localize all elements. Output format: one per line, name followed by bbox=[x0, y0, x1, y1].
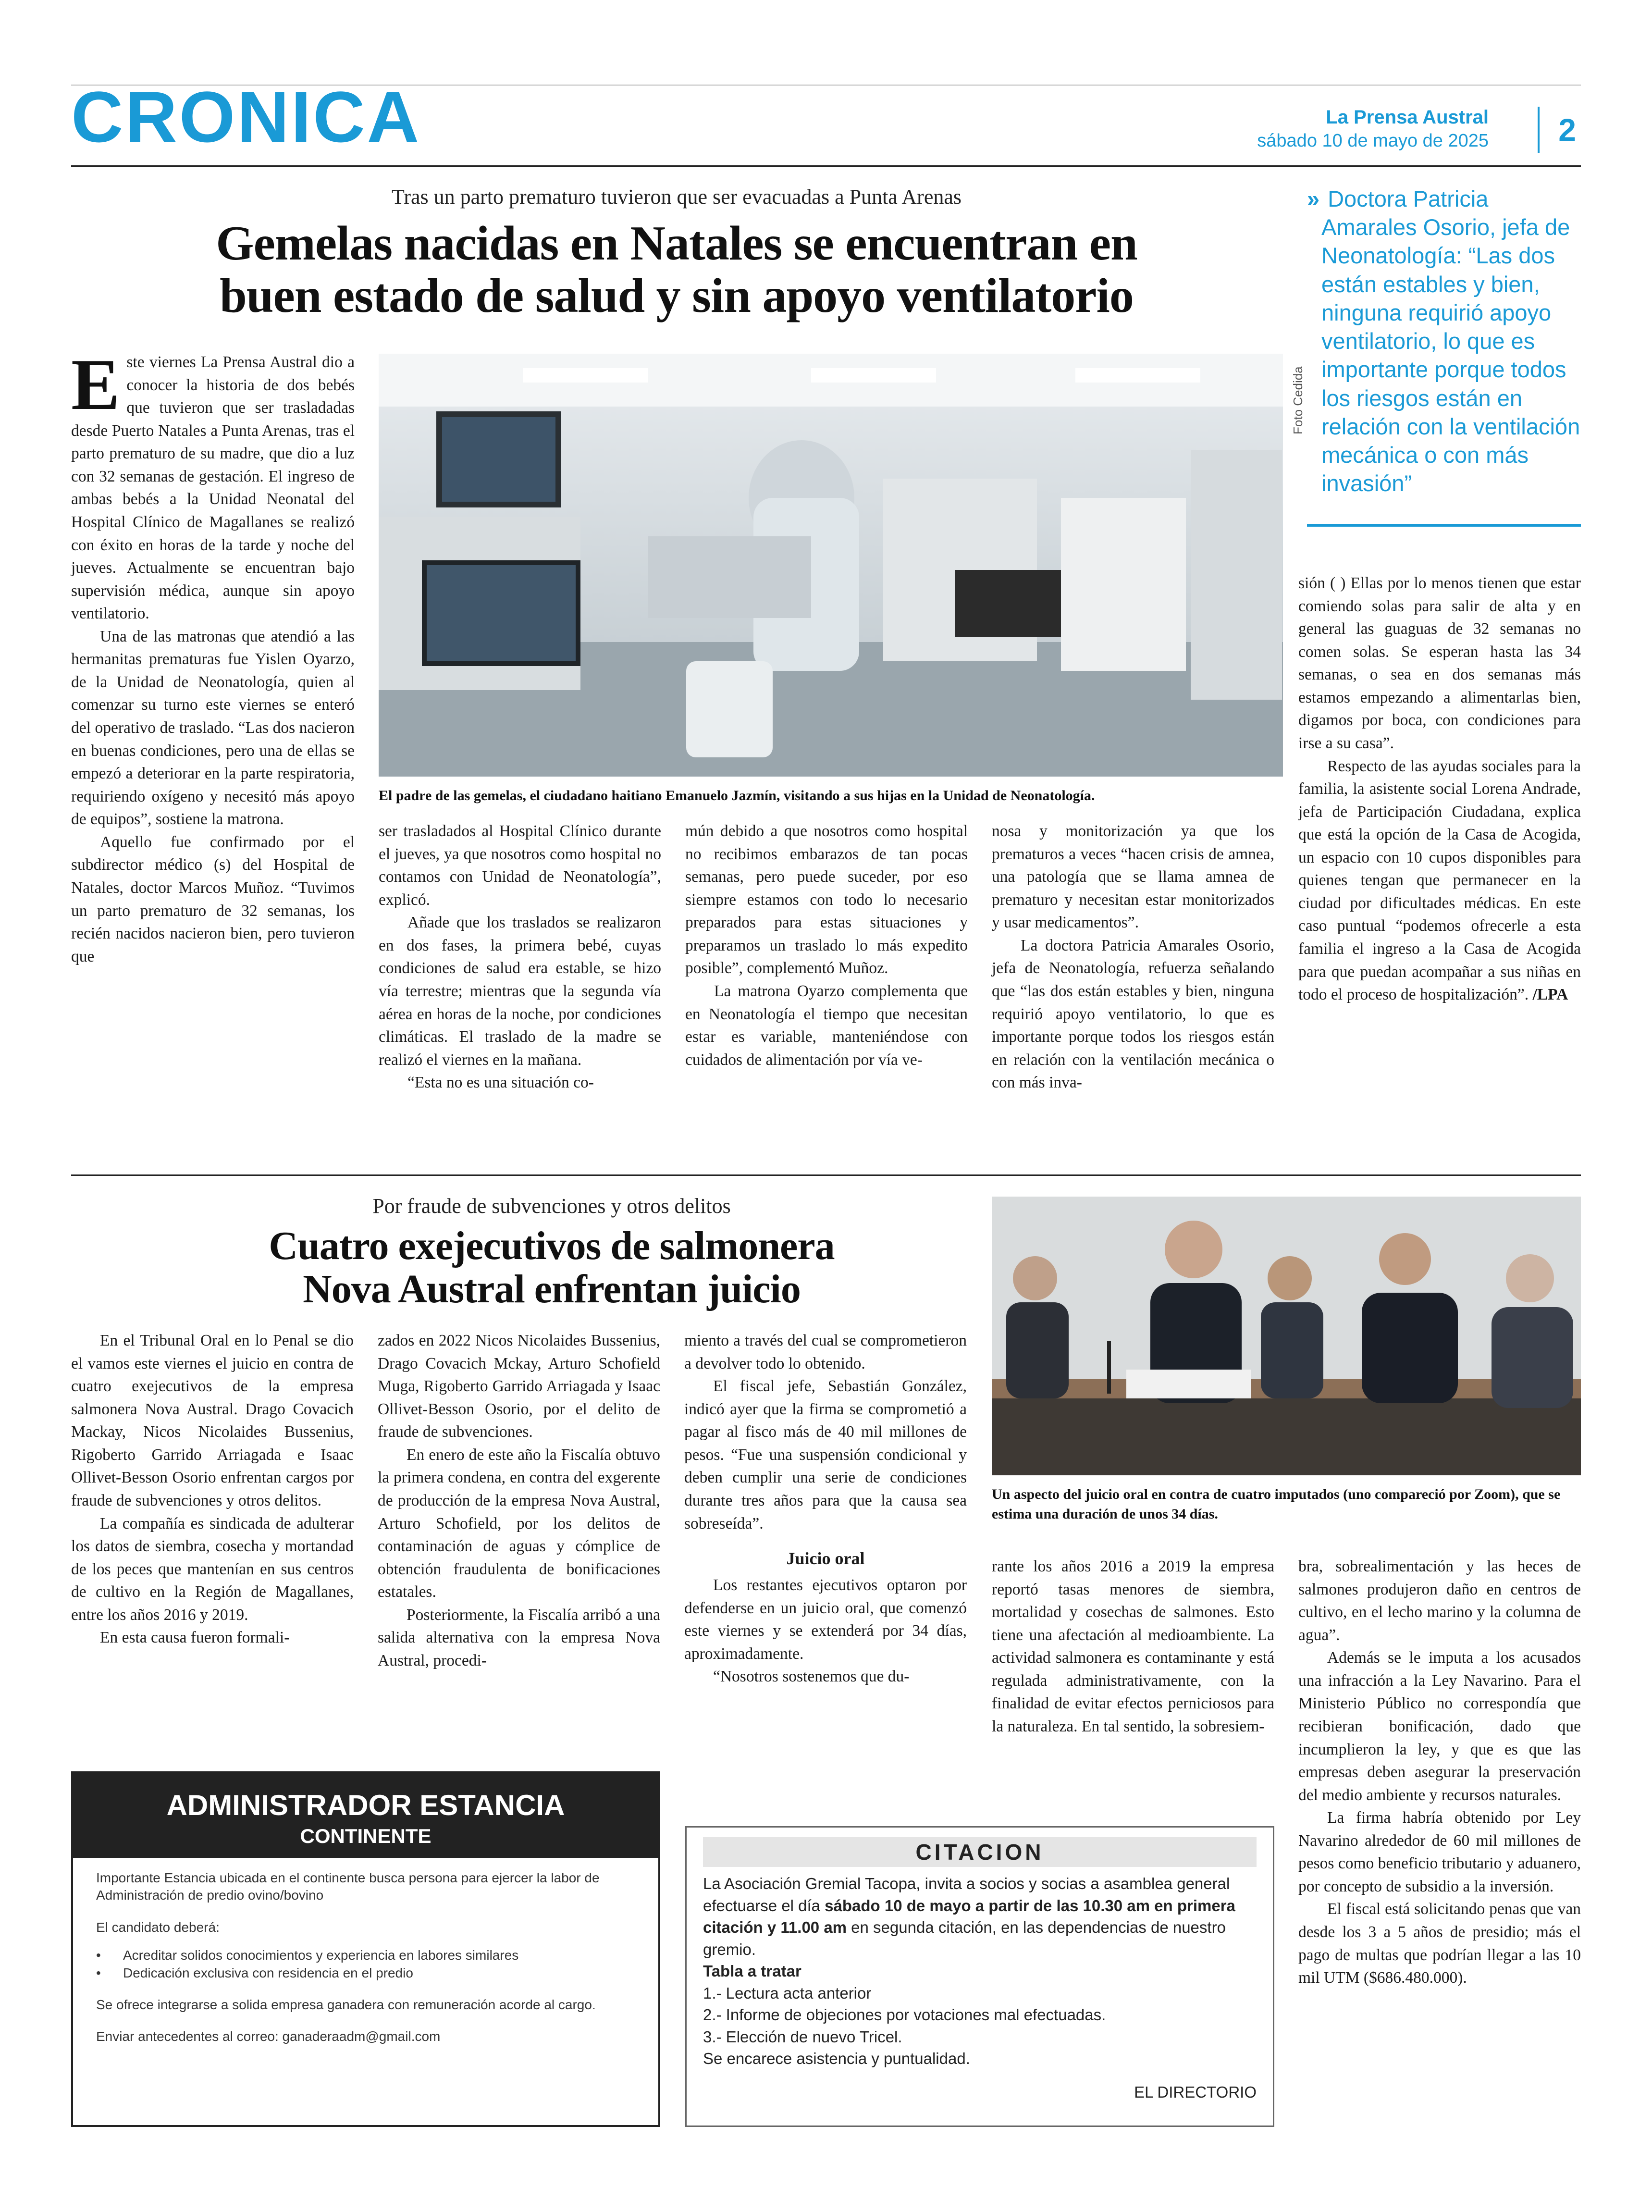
bullet-icon: • bbox=[96, 1948, 101, 1963]
article2-caption: Un aspecto del juicio oral en contra de cuatro imputados (uno compareció por Zoom), que se estima una duración de unos 34 días. bbox=[992, 1486, 1561, 1522]
header-rule bbox=[71, 165, 1581, 167]
citation-body bbox=[687, 1867, 1273, 2109]
article1-caption: El padre de las gemelas, el ciudadano haitiano Emanuelo Jazmín, visitando a sus hijas en la Unidad de Neonatología. bbox=[379, 788, 1095, 803]
double-chevron-icon: » bbox=[1307, 186, 1320, 211]
paper-name: La Prensa Austral bbox=[1326, 107, 1489, 128]
job-ad-contact[interactable]: Enviar antecedentes al correo: ganaderaadm@gmail.com bbox=[96, 2029, 441, 2044]
neonatal-unit-illustration bbox=[379, 354, 1283, 777]
article2-col5: bra, sobrealimentación y las heces de salmones produjeron daño en centros de cultivo, en el lecho marino y la columna de agua”. Además se le imputa a los acusados una infracción a la Ley Navarino. Para el Ministerio Público no correspondía que recibieran bonificación, dado que incumplieron la ley, y que es que las empresas deben asegurar la preservación del medio ambiente y recursos naturales. La firma habría obtenido por Ley Navarino alrededor de 60 mil millones de pesos como beneficio tributario y aduanero, por concepto de subsidio a la inversión. El fiscal está solicitando penas que van desde los 3 a 5 años de presidio; más el pago de multas que podrían llegar a las 10 mil UTM ($686.480.000). bbox=[1298, 1557, 1581, 1987]
citation-signature: EL DIRECTORIO bbox=[1134, 2083, 1257, 2101]
article1-col2: ser trasladados al Hospital Clínico durante el jueves, ya que nosotros como hospital no contamos con Unidad de Neonatología”, explicó. Añade que los traslados se realizaron en dos fases, la primera bebé, cuyas condiciones de salud era estable, se hizo vía terrestre; mientras que la segunda vía aérea en horas de la noche, por condiciones climáticas. El traslado de la madre se realizó el viernes en la mañana. “Esta no es una situación co- bbox=[379, 822, 661, 1092]
article2-headline-line2: Nova Austral enfrentan juicio bbox=[303, 1266, 801, 1311]
article1-col3: mún debido a que nosotros como hospital no recibimos embarazos de tan pocas semanas, pero puede suceder, por eso siempre estamos con todo lo necesario preparados para estas situaciones y preparamos un traslado lo más expedito posible”, complementó Muñoz. La matrona Oyarzo complementa que en Neonatología el tiempo que necesitan estar es variable, manteniéndose con cuidados de alimentación por vía ve- bbox=[685, 822, 968, 1069]
section-title: CRONICA bbox=[71, 76, 421, 157]
article2-col4: rante los años 2016 a 2019 la empresa reportó tasas menores de siembra, mortalidad y cosechas de salmones. Esto tiene una afectación al medioambiente. La actividad salmonera es contaminante y está regulada administrativamente, con la finalidad de evitar efectos perniciosos para la naturaleza. En tal sentido, la sobresiem- bbox=[992, 1557, 1274, 1735]
neonatal-unit-photo bbox=[379, 354, 1283, 777]
trial-photo bbox=[992, 1197, 1581, 1475]
job-ad-offer: Se ofrece integrarse a solida empresa ganadera con remuneración acorde al cargo. bbox=[96, 1997, 596, 2012]
job-ad-bullet: • Acreditar solidos conocimientos y experiencia en labores similares bbox=[96, 1947, 635, 1964]
citation-table-title: Tabla a tratar bbox=[703, 1962, 801, 1980]
article2-col3: miento a través del cual se comprometieron a devolver todo lo obtenido. El fiscal jefe, Sebastián González, indicó ayer que la firma se comprometió a pagar al fisco más de 40 mil millones de pesos. “Fue una suspensión condicional y deben cumplir una serie de condiciones durante tres años para que la causa sea sobreseída”. Juicio oral Los restantes ejecutivos optaron por defenderse en un juicio oral, que comenzó este viernes y se extenderá por 34 días, aproximadamente. “Nosotros sostenemos que du- bbox=[684, 1332, 967, 1686]
bullet-icon: • bbox=[96, 1965, 101, 1980]
article2-col1: En el Tribunal Oral en lo Penal se dio el vamos este viernes el juicio en contra de cuatro exejecutivos de la empresa salmonera Nova Austral. Drago Covacich Mackay, Nicos Nicolaides Bussenius, Rigoberto Garrido Arriagada e Isaac Ollivet-Besson Osorio enfrentan cargos por fraude de subvenciones y otros delitos. La compañía es sindicada de adulterar los datos de siembra, cosecha y mortandad de los peces que mantenían en sus centros de cultivo en la Región de Magallanes, entre los años 2016 y 2019. En esta causa fueron formali- bbox=[71, 1332, 354, 1647]
job-ad-title: ADMINISTRADOR ESTANCIA bbox=[166, 1789, 565, 1821]
article2-headline bbox=[71, 1224, 1032, 1311]
citation-ad bbox=[685, 1826, 1274, 2127]
article1-col1: Este viernes La Prensa Austral dio a conocer la historia de dos bebés que tuvieron que ser trasladadas desde Puerto Natales a Punta Arenas, tras el parto prematuro de su madre, que dio a luz con 32 semanas de gestación. El ingreso de ambas bebés a la Unidad Neonatal del Hospital Clínico de Magallanes se realizó con éxito en horas de la tarde y noche del jueves. Actualmente se encuentran bajo supervisión médica, aunque sin apoyo ventilatorio. Una de las matronas que atendió a las hermanitas prematuras fue Yislen Oyarzo, de la Unidad de Neonatología, quien al comenzar su turno este viernes se enteró del operativo de traslado. “Las dos nacieron en buenas condiciones, pero una de ellas se empezó a deteriorar en la parte respiratoria, requiriendo oxígeno y necesitó más apoyo de equipos”, sostiene la matrona. Aquello fue confirmado por el subdirector médico (s) del Hospital de Natales, doctor Marcos Muñoz. “Tuvimos un parto prematuro de 32 semanas, los recién nacidos nacieron bien, pero tuvieron que bbox=[71, 344, 355, 965]
job-ad-bullet: • Dedicación exclusiva con residencia en el predio bbox=[96, 1965, 635, 1982]
article1-headline bbox=[71, 217, 1282, 322]
article2-col2: zados en 2022 Nicos Nicolaides Bussenius, Drago Covacich Mckay, Arturo Schofield Muga, Rigoberto Garrido Arriagada y Isaac Ollivet-Besson Osorio, por el delito de fraude de subvenciones. En enero de este año la Fiscalía obtuvo la primera condena, en contra del exgerente de producción de la empresa Nova Austral, Arturo Schofield, por los delitos de contaminación de aguas y cómplice de obtención fraudulenta de bonificaciones estatales. Posteriormente, la Fiscalía arribó a una salida alternativa con la empresa Nova Austral, procedi- bbox=[378, 1332, 660, 1669]
pullquote-rule bbox=[1307, 524, 1581, 527]
page-number: 2 bbox=[1558, 112, 1576, 148]
article-divider bbox=[71, 1174, 1581, 1176]
citation-item: 1.- Lectura acta anterior bbox=[703, 1984, 872, 2002]
article2-kicker: Por fraude de subvenciones y otros delitos bbox=[372, 1194, 731, 1218]
courtroom-illustration bbox=[992, 1197, 1581, 1475]
job-ad bbox=[71, 1771, 660, 2127]
job-ad-subtitle: CONTINENTE bbox=[300, 1825, 431, 1847]
article1-signature: /LPA bbox=[1532, 986, 1568, 1004]
citation-item: 2.- Informe de objeciones por votaciones mal efectuadas. bbox=[703, 2006, 1106, 2024]
citation-item: 3.- Elección de nuevo Tricel. bbox=[703, 2027, 902, 2046]
citation-title: CITACION bbox=[703, 1837, 1257, 1867]
article1-kicker: Tras un parto prematuro tuvieron que ser evacuadas a Punta Arenas bbox=[391, 185, 962, 209]
photo-credit: Foto Cedida bbox=[1291, 366, 1305, 434]
article1-pullquote-text: Doctora Patricia Amarales Osorio, jefa de Neonatología: “Las dos están estables y bien, ninguna requirió apoyo ventilatorio, lo que es importante porque todos los riesgos están en relación con la ventilación mecánica o con más invasión” bbox=[1321, 186, 1580, 496]
article2-subhead: Juicio oral bbox=[786, 1549, 865, 1569]
job-ad-header bbox=[73, 1773, 658, 1858]
job-ad-body bbox=[73, 1858, 658, 2057]
citation-closing: Se encarece asistencia y puntualidad. bbox=[703, 2050, 970, 2068]
article1-col4: nosa y monitorización ya que los prematuros a veces “hacen crisis de amnea, una patología que se llama amnea de prematuro y necesitan estar monitorizados y usar medicamentos”. La doctora Patricia Amarales Osorio, jefa de Neonatología, refuerza señalando que “las dos están estables y bien, ninguna requirió apoyo ventilatorio, lo que es importante porque todos los riesgos están en relación con la ventilación mecánica o con más inva- bbox=[992, 822, 1274, 1092]
citation-paragraph: La Asociación Gremial Tacopa, invita a socios y socias a asamblea general efectuarse el día sábado 10 de mayo a partir de las 10.30 am en primera citación y 11.00 am en segunda citación, en las dependencias de nuestro gremio. bbox=[703, 1875, 1235, 1958]
dropcap: E bbox=[71, 344, 120, 425]
paper-date: sábado 10 de mayo de 2025 bbox=[1257, 131, 1489, 151]
article1-headline-line1: Gemelas nacidas en Natales se encuentran en bbox=[216, 216, 1137, 271]
job-ad-lead: El candidato deberá: bbox=[96, 1919, 220, 1935]
article1-headline-line2: buen estado de salud y sin apoyo ventilatorio bbox=[220, 269, 1134, 323]
article1-col5: sión ( ) Ellas por lo menos tienen que estar comiendo solas para salir de alta y en general las guaguas de 32 semanas no comen solas. Se esperan hasta las 34 semanas, o sea en dos semanas más estamos empezando a alimentarlas bien, digamos por boca, con condiciones para irse a su casa”. Respecto de las ayudas sociales para la familia, la asistente social Lorena Andrade, jefa de Participación Ciudadana, explica que está la opción de la Casa de Acogida, un espacio con 10 cupos disponibles para quienes tengan que permanecer en la ciudad por dificultades médicas. En este caso puntual “podemos ofrecerle a esta familia el ingreso a la Casa de Acogida para que puedan acompañar a sus niñas en todo el proceso de hospitalización”. /LPA bbox=[1298, 574, 1581, 1004]
job-ad-intro: Importante Estancia ubicada en el continente busca persona para ejercer la labor de Administración de predio ovino/bovino bbox=[96, 1870, 600, 1903]
article2-headline-line1: Cuatro exejecutivos de salmonera bbox=[269, 1223, 835, 1268]
header-divider bbox=[1538, 107, 1540, 153]
